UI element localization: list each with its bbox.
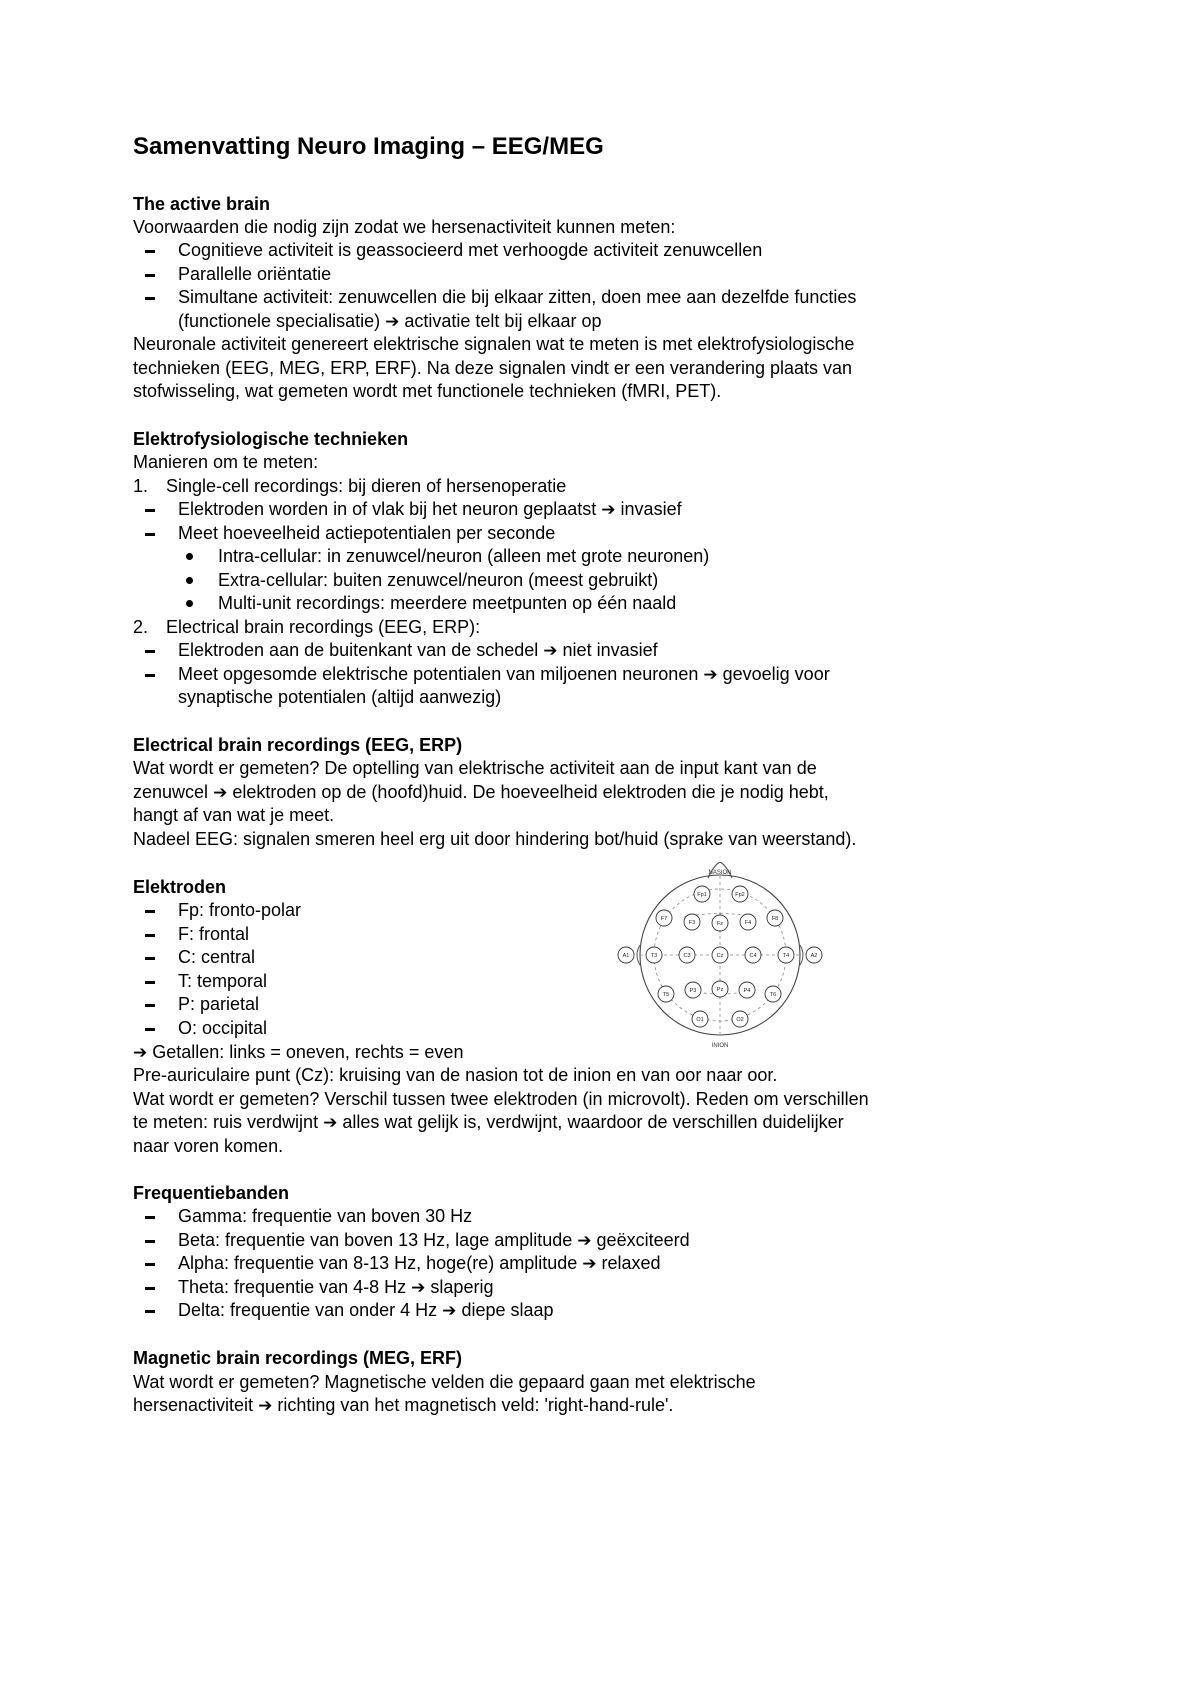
round-bullet xyxy=(186,553,193,560)
numbered-item: Single-cell recordings: bij dieren of hersenoperatie xyxy=(166,476,567,496)
paragraph-line: hangt af van wat je meet. xyxy=(133,805,335,825)
list-item: C: central xyxy=(178,947,256,967)
arrow-right-icon: ➔ xyxy=(543,641,558,661)
dash-bullet xyxy=(145,1004,155,1007)
paragraph-line: Pre-auriculaire punt (Cz): kruising van de nasion tot de inion en van oor naar oor. xyxy=(133,1065,778,1085)
electrode-label-c3: C3 xyxy=(683,953,691,959)
list-item: Delta: frequentie van onder 4 Hz ➔ diepe slaap xyxy=(178,1300,554,1321)
nasion-label: NASION xyxy=(708,870,732,876)
electrode-label-cz: Cz xyxy=(716,953,724,959)
arrow-right-icon: ➔ xyxy=(703,665,718,685)
list-item: Cognitieve activiteit is geassocieerd met verhoogde activiteit zenuwcellen xyxy=(178,240,763,260)
list-item: Elektroden aan de buitenkant van de schedel ➔ niet invasief xyxy=(178,640,658,661)
list-item: Meet opgesomde elektrische potentialen van miljoenen neuronen ➔ gevoelig voor xyxy=(178,664,830,685)
list-item-continuation: (functionele specialisatie) ➔ activatie telt bij elkaar op xyxy=(178,311,602,332)
electrode-label-p4: P4 xyxy=(743,988,751,994)
sub-list-item: Extra-cellular: buiten zenuwcel/neuron (meest gebruikt) xyxy=(218,570,659,590)
arrow-right-icon: ➔ xyxy=(258,1396,273,1416)
eeg-electrode-diagram xyxy=(616,862,828,1052)
sub-list-item: Multi-unit recordings: meerdere meetpunten op één naald xyxy=(218,593,677,613)
heading-elektrofysiologische: Elektrofysiologische technieken xyxy=(133,429,409,449)
paragraph-line: Wat wordt er gemeten? De optelling van elektrische activiteit aan de input kant van de xyxy=(133,758,817,778)
dash-bullet xyxy=(145,1028,155,1031)
list-item: F: frontal xyxy=(178,924,250,944)
electrode-label-c4: C4 xyxy=(749,953,757,959)
paragraph-line: Wat wordt er gemeten? Magnetische velden die gepaard gaan met elektrische xyxy=(133,1372,756,1392)
list-item: Meet hoeveelheid actiepotentialen per seconde xyxy=(178,523,556,543)
heading-magnetic-brain-recordings: Magnetic brain recordings (MEG, ERF) xyxy=(133,1348,463,1368)
paragraph-line: technieken (EEG, MEG, ERP, ERF). Na deze signalen vindt er een verandering plaats van xyxy=(133,358,853,378)
arrow-right-icon: ➔ xyxy=(133,1043,148,1063)
paragraph-line: hersenactiviteit ➔ richting van het magnetisch veld: 'right-hand-rule'. xyxy=(133,1395,674,1416)
dash-bullet xyxy=(145,957,155,960)
sub-list-item: Intra-cellular: in zenuwcel/neuron (alleen met grote neuronen) xyxy=(218,546,710,566)
round-bullet xyxy=(186,600,193,607)
list-item: Elektroden worden in of vlak bij het neuron geplaatst ➔ invasief xyxy=(178,499,682,520)
list-item: Gamma: frequentie van boven 30 Hz xyxy=(178,1206,473,1226)
arrow-right-icon: ➔ xyxy=(582,1254,597,1274)
dash-bullet xyxy=(145,250,155,253)
list-item: Alpha: frequentie van 8-13 Hz, hoge(re) amplitude ➔ relaxed xyxy=(178,1253,661,1274)
dash-bullet xyxy=(145,650,155,653)
arrow-right-icon: ➔ xyxy=(577,1231,592,1251)
heading-electrical-brain-recordings: Electrical brain recordings (EEG, ERP) xyxy=(133,735,463,755)
list-item-continuation: synaptische potentialen (altijd aanwezig) xyxy=(178,687,502,707)
arrow-right-icon: ➔ xyxy=(411,1278,426,1298)
paragraph-line: naar voren komen. xyxy=(133,1136,284,1156)
electrode-label-o1: O1 xyxy=(696,1017,704,1023)
electrode-label-t6: T6 xyxy=(769,992,777,998)
list-item: Simultane activiteit: zenuwcellen die bij elkaar zitten, doen mee aan dezelfde functies xyxy=(178,287,857,307)
electrode-label-f7: F7 xyxy=(660,916,668,922)
arrow-right-icon: ➔ xyxy=(385,312,400,332)
arrow-right-icon: ➔ xyxy=(323,1113,338,1133)
paragraph-line: Wat wordt er gemeten? Verschil tussen twee elektroden (in microvolt). Reden om verschillen xyxy=(133,1089,869,1109)
paragraph-line: ➔ Getallen: links = oneven, rechts = even xyxy=(133,1042,464,1063)
arrow-right-icon: ➔ xyxy=(213,783,228,803)
electrode-label-fz: Fz xyxy=(716,921,724,927)
electrode-label-f8: F8 xyxy=(771,916,779,922)
electrode-label-t5: T5 xyxy=(662,992,670,998)
paragraph-line: Neuronale activiteit genereert elektrische signalen wat te meten is met elektrofysiologische xyxy=(133,334,855,354)
arrow-right-icon: ➔ xyxy=(442,1301,457,1321)
dash-bullet xyxy=(145,910,155,913)
list-item: P: parietal xyxy=(178,994,260,1014)
list-item: T: temporal xyxy=(178,971,268,991)
heading-elektroden: Elektroden xyxy=(133,877,227,897)
page-title: Samenvatting Neuro Imaging – EEG/MEG xyxy=(133,133,604,160)
dash-bullet xyxy=(145,1216,155,1219)
paragraph-line: stofwisseling, wat gemeten wordt met functionele technieken (fMRI, PET). xyxy=(133,381,722,401)
paragraph-line: Voorwaarden die nodig zijn zodat we hersenactiviteit kunnen meten: xyxy=(133,217,676,237)
dash-bullet xyxy=(145,1310,155,1313)
dash-bullet xyxy=(145,1240,155,1243)
round-bullet xyxy=(186,577,193,584)
dash-bullet xyxy=(145,674,155,677)
dash-bullet xyxy=(145,297,155,300)
electrode-label-p3: P3 xyxy=(689,988,697,994)
dash-bullet xyxy=(145,509,155,512)
paragraph-line: Nadeel EEG: signalen smeren heel erg uit door hindering bot/huid (sprake van weerstand). xyxy=(133,829,857,849)
electrode-label-t3: T3 xyxy=(650,953,658,959)
dash-bullet xyxy=(145,1287,155,1290)
electrode-label-o2: O2 xyxy=(736,1017,744,1023)
list-number: 1. xyxy=(133,476,149,496)
electrode-label-f4: F4 xyxy=(744,920,752,926)
electrode-label-pz: Pz xyxy=(716,987,724,993)
electrode-label-t4: T4 xyxy=(782,953,790,959)
list-item: Beta: frequentie van boven 13 Hz, lage amplitude ➔ geëxciteerd xyxy=(178,1230,690,1251)
dash-bullet xyxy=(145,274,155,277)
inion-label: INION xyxy=(711,1043,729,1049)
paragraph-line: Manieren om te meten: xyxy=(133,452,319,472)
paragraph-line: te meten: ruis verdwijnt ➔ alles wat gelijk is, verdwijnt, waardoor de verschillen duidelijker xyxy=(133,1112,844,1133)
dash-bullet xyxy=(145,533,155,536)
heading-active-brain: The active brain xyxy=(133,194,271,214)
dash-bullet xyxy=(145,1263,155,1266)
list-item: Theta: frequentie van 4-8 Hz ➔ slaperig xyxy=(178,1277,494,1298)
list-item: Parallelle oriëntatie xyxy=(178,264,332,284)
electrode-label-a1: A1 xyxy=(622,953,630,959)
electrode-label-a2: A2 xyxy=(810,953,818,959)
dash-bullet xyxy=(145,981,155,984)
arrow-right-icon: ➔ xyxy=(601,500,616,520)
electrode-label-f3: F3 xyxy=(688,920,696,926)
list-item: Fp: fronto-polar xyxy=(178,900,302,920)
electrode-label-fp2: Fp2 xyxy=(735,892,745,898)
dash-bullet xyxy=(145,934,155,937)
list-item: O: occipital xyxy=(178,1018,268,1038)
electrode-label-fp1: Fp1 xyxy=(697,892,707,898)
paragraph-line: zenuwcel ➔ elektroden op de (hoofd)huid. De hoeveelheid elektroden die je nodig hebt, xyxy=(133,782,829,803)
list-number: 2. xyxy=(133,617,149,637)
heading-frequentiebanden: Frequentiebanden xyxy=(133,1183,290,1203)
numbered-item: Electrical brain recordings (EEG, ERP): xyxy=(166,617,481,637)
